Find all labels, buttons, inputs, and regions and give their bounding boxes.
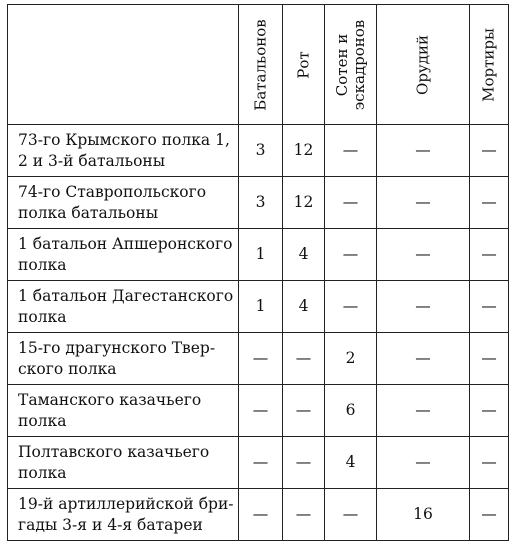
table-row <box>8 281 509 333</box>
unit-name-line: 74-го Ставропольского <box>18 182 207 201</box>
table-row <box>8 385 509 437</box>
batalons-cell: 1 <box>239 281 283 333</box>
unit-name-line: ского полка <box>18 359 117 378</box>
header-orudiy <box>377 5 470 125</box>
mortiry-cell: — <box>470 229 509 281</box>
unit-name-line: полка <box>18 411 67 430</box>
mortiry-cell: — <box>470 333 509 385</box>
orudiy-cell: — <box>377 281 470 333</box>
header-soten-label: Сотен и эскадронов <box>332 19 368 110</box>
orudiy-cell: — <box>377 333 470 385</box>
orudiy-cell: — <box>377 125 470 177</box>
troops-table <box>7 4 509 541</box>
rot-cell: 4 <box>283 229 325 281</box>
table-row <box>8 177 509 229</box>
orudiy-cell: — <box>377 177 470 229</box>
header-soten <box>325 5 377 125</box>
header-rot-label: Рот <box>294 50 312 79</box>
header-unit <box>8 5 239 125</box>
header-mortiry-label: Мортиры <box>479 27 498 102</box>
unit-cell <box>8 437 239 489</box>
header-batalons <box>239 5 283 125</box>
batalons-cell: 3 <box>239 177 283 229</box>
header-orudiy-label: Орудий <box>413 34 432 95</box>
unit-name-line: полка батальоны <box>18 203 159 222</box>
unit-cell <box>8 385 239 437</box>
unit-name-line: 73-го Крымского полка 1, <box>18 130 230 149</box>
batalons-cell: 3 <box>239 125 283 177</box>
rot-cell: — <box>283 489 325 541</box>
soten-cell: 4 <box>325 437 377 489</box>
unit-name-line: 15-го драгунского Твер- <box>18 338 216 357</box>
batalons-cell: — <box>239 333 283 385</box>
header-row <box>8 5 509 125</box>
rot-cell: — <box>283 385 325 437</box>
soten-cell: — <box>325 177 377 229</box>
soten-cell: — <box>325 281 377 333</box>
unit-name-line: полка <box>18 307 67 326</box>
soten-cell: — <box>325 489 377 541</box>
unit-name-line: полка <box>18 463 67 482</box>
soten-cell: 2 <box>325 333 377 385</box>
unit-name-line: полка <box>18 255 67 274</box>
mortiry-cell: — <box>470 125 509 177</box>
header-batalons-label: Батальонов <box>251 18 269 111</box>
header-rot <box>283 5 325 125</box>
unit-cell <box>8 177 239 229</box>
mortiry-cell: — <box>470 281 509 333</box>
unit-name-line: гады 3-я и 4-я батареи <box>18 515 203 534</box>
unit-cell <box>8 281 239 333</box>
rot-cell: — <box>283 333 325 385</box>
soten-cell: — <box>325 125 377 177</box>
rot-cell: 12 <box>283 177 325 229</box>
table-body <box>8 125 509 541</box>
soten-cell: 6 <box>325 385 377 437</box>
orudiy-cell: 16 <box>377 489 470 541</box>
mortiry-cell: — <box>470 437 509 489</box>
batalons-cell: 1 <box>239 229 283 281</box>
unit-name-line: 2 и 3-й батальоны <box>18 151 166 170</box>
table-row <box>8 437 509 489</box>
unit-name-line: 19-й артиллерийской бри- <box>18 494 234 513</box>
orudiy-cell: — <box>377 437 470 489</box>
soten-cell: — <box>325 229 377 281</box>
table-row <box>8 489 509 541</box>
unit-name-line: 1 батальон Апшеронского <box>18 234 233 253</box>
header-mortiry <box>470 5 509 125</box>
unit-name-line: Таманского казачьего <box>18 390 202 409</box>
batalons-cell: — <box>239 489 283 541</box>
table-row <box>8 333 509 385</box>
unit-cell <box>8 229 239 281</box>
rot-cell: — <box>283 437 325 489</box>
unit-name-line: Полтавского казачьего <box>18 442 210 461</box>
orudiy-cell: — <box>377 385 470 437</box>
rot-cell: 12 <box>283 125 325 177</box>
batalons-cell: — <box>239 437 283 489</box>
table-row <box>8 229 509 281</box>
batalons-cell: — <box>239 385 283 437</box>
orudiy-cell: — <box>377 229 470 281</box>
table-row <box>8 125 509 177</box>
rot-cell: 4 <box>283 281 325 333</box>
troops-table-container <box>7 4 508 532</box>
unit-cell <box>8 125 239 177</box>
mortiry-cell: — <box>470 177 509 229</box>
unit-name-line: 1 батальон Дагестанского <box>18 286 234 305</box>
mortiry-cell: — <box>470 385 509 437</box>
unit-cell <box>8 333 239 385</box>
mortiry-cell: — <box>470 489 509 541</box>
unit-cell <box>8 489 239 541</box>
